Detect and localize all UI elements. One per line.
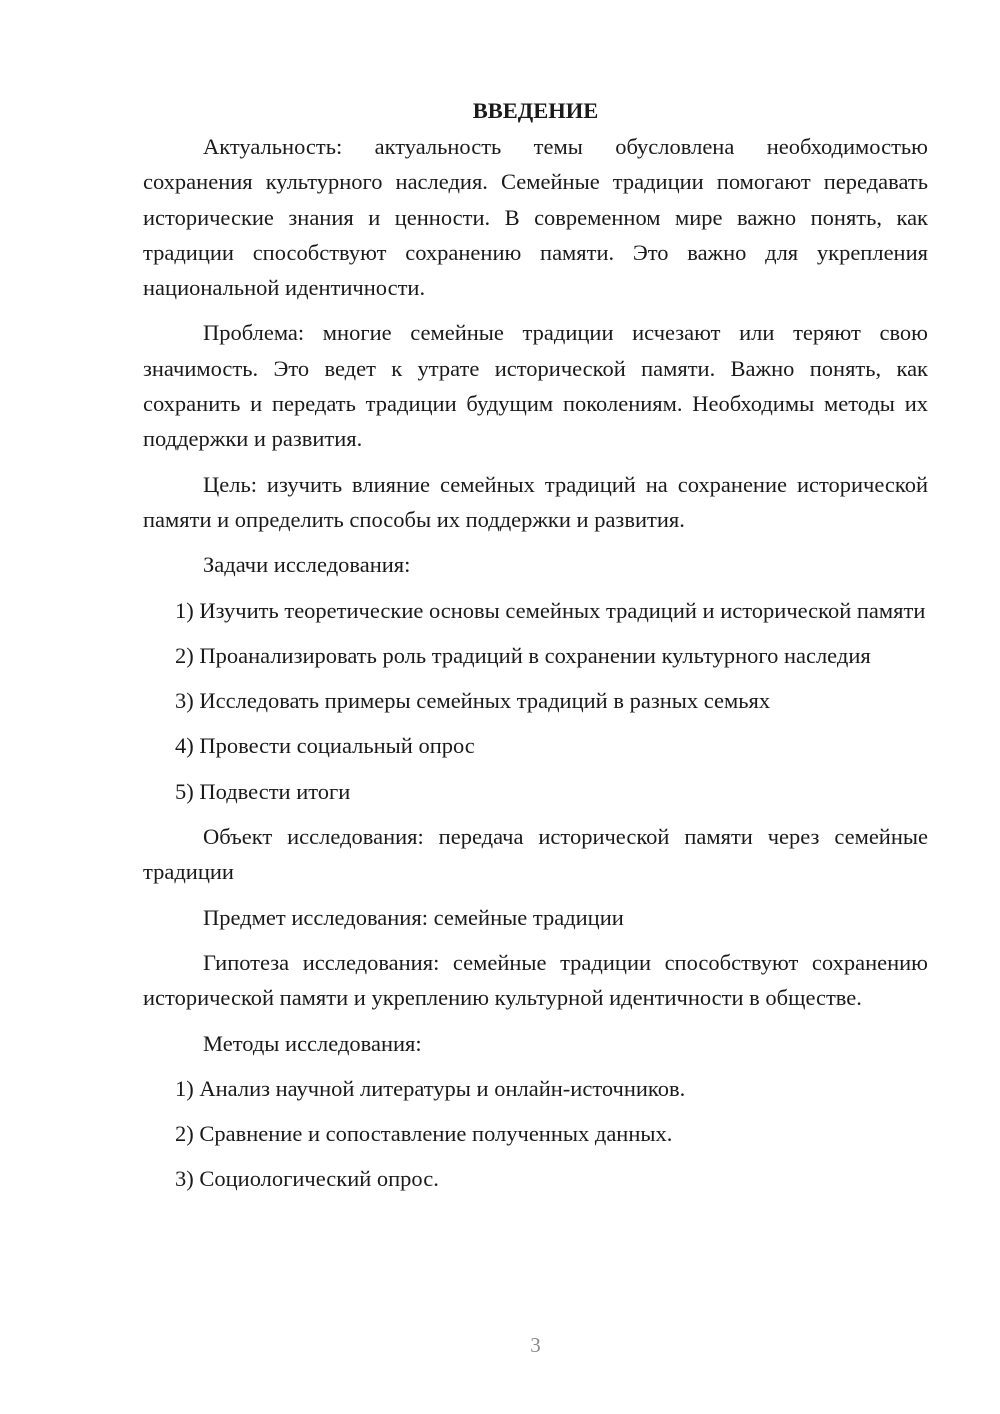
- task-item: 4) Провести социальный опрос: [175, 733, 475, 759]
- task-item: 5) Подвести итоги: [175, 778, 351, 804]
- subject-paragraph: Предмет исследования: семейные традиции: [203, 904, 624, 930]
- object-paragraph: Объект исследования: передача исторической памяти через семейные традиции: [143, 824, 928, 885]
- method-item: 3) Социологический опрос.: [175, 1166, 439, 1192]
- section-title: ВВЕДЕНИЕ: [472, 98, 599, 123]
- document-page: [143, 93, 928, 1207]
- tasks-heading: Задачи исследования:: [203, 552, 411, 578]
- task-item: 1) Изучить теоретические основы семейных традиций и исторической памяти: [175, 597, 926, 623]
- task-item: 3) Исследовать примеры семейных традиций в разных семьях: [175, 688, 771, 714]
- goal-paragraph: Цель: изучить влияние семейных традиций на сохранение исторической памяти и определить способы их поддержки и развития.: [143, 471, 928, 532]
- task-item: 2) Проанализировать роль традиций в сохранении культурного наследия: [175, 642, 871, 668]
- method-item: 2) Сравнение и сопоставление полученных данных.: [175, 1121, 673, 1147]
- relevance-paragraph: Актуальность: актуальность темы обусловлена необходимостью сохранения культурного наследия. Семейные традиции помогают передавать исторические знания и ценности. В современном мире важно понять, как традиции способствуют сохранению памяти. Это важно для укрепления национальной идентичности.: [143, 134, 928, 301]
- problem-paragraph: Проблема: многие семейные традиции исчезают или теряют свою значимость. Это ведет к утрате исторической памяти. Важно понять, как сохранить и передать традиции будущим поколениям. Необходимы методы их поддержки и развития.: [143, 320, 928, 452]
- method-item: 1) Анализ научной литературы и онлайн-источников.: [175, 1075, 686, 1101]
- hypothesis-paragraph: Гипотеза исследования: семейные традиции способствуют сохранению исторической памяти и укреплению культурной идентичности в обществе.: [143, 949, 928, 1011]
- methods-heading: Методы исследования:: [203, 1030, 422, 1056]
- page-number: 3: [530, 1333, 541, 1357]
